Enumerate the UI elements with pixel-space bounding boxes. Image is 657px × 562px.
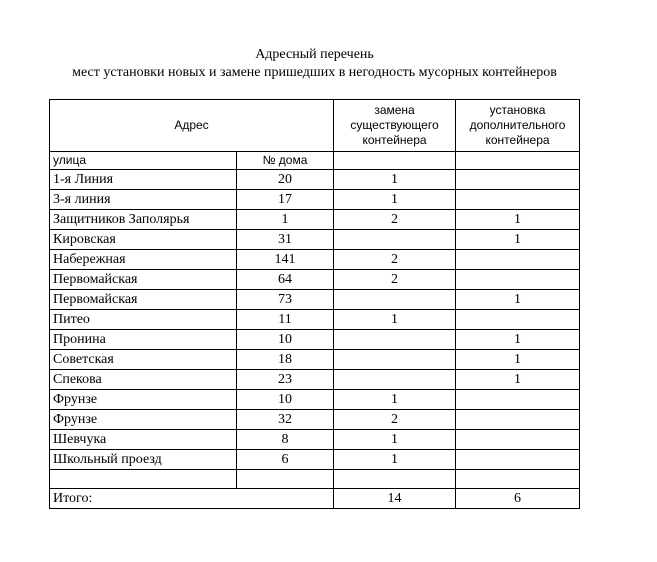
house-number-cell: 64 xyxy=(237,270,334,290)
table-row xyxy=(50,370,580,390)
replacement-count-cell: 2 xyxy=(334,410,456,430)
document-subtitle: мест установки новых и замене пришедших в негодность мусорных контейнеров xyxy=(72,65,557,80)
blank-cell xyxy=(237,470,334,489)
replacement-count-cell xyxy=(334,290,456,310)
table-row xyxy=(50,270,580,290)
table-row xyxy=(50,430,580,450)
installation-count-cell xyxy=(456,390,580,410)
replacement-count-cell: 2 xyxy=(334,250,456,270)
table-body xyxy=(50,170,580,470)
installation-count-cell: 1 xyxy=(456,290,580,310)
house-number-cell: 141 xyxy=(237,250,334,270)
house-number-cell: 73 xyxy=(237,290,334,310)
header-row xyxy=(50,100,580,152)
installation-header: установка дополнительного контейнера xyxy=(456,100,580,152)
street-cell: Школьный проезд xyxy=(50,450,237,470)
blank-cell xyxy=(456,470,580,489)
house-number-cell: 6 xyxy=(237,450,334,470)
address-header: Адрес xyxy=(50,100,334,152)
blank-cell xyxy=(50,470,237,489)
installation-count-cell xyxy=(456,190,580,210)
street-cell: Кировская xyxy=(50,230,237,250)
table-row xyxy=(50,250,580,270)
replacement-count-cell xyxy=(334,370,456,390)
street-cell: Фрунзе xyxy=(50,410,237,430)
replacement-count-cell: 1 xyxy=(334,170,456,190)
replacement-count-cell: 2 xyxy=(334,270,456,290)
installation-count-cell: 1 xyxy=(456,210,580,230)
replacement-count-cell: 1 xyxy=(334,450,456,470)
replacement-count-cell: 1 xyxy=(334,190,456,210)
installation-count-cell: 1 xyxy=(456,350,580,370)
street-header: улица xyxy=(50,152,237,170)
house-number-cell: 17 xyxy=(237,190,334,210)
street-cell: 3-я линия xyxy=(50,190,237,210)
table-row xyxy=(50,210,580,230)
house-number-cell: 23 xyxy=(237,370,334,390)
subheader-empty-cell xyxy=(456,152,580,170)
street-cell: Спекова xyxy=(50,370,237,390)
table-row xyxy=(50,350,580,370)
house-number-cell: 20 xyxy=(237,170,334,190)
total-row xyxy=(50,489,580,509)
table-row xyxy=(50,290,580,310)
total-label: Итого: xyxy=(50,489,334,509)
table-row xyxy=(50,170,580,190)
house-number-header: № дома xyxy=(237,152,334,170)
street-cell: Шевчука xyxy=(50,430,237,450)
house-number-cell: 11 xyxy=(237,310,334,330)
installation-count-cell: 1 xyxy=(456,370,580,390)
table-row xyxy=(50,190,580,210)
subheader-empty-cell xyxy=(334,152,456,170)
table-row xyxy=(50,410,580,430)
replacement-count-cell: 1 xyxy=(334,430,456,450)
replacement-count-cell: 1 xyxy=(334,310,456,330)
replacement-count-cell: 1 xyxy=(334,390,456,410)
house-number-cell: 32 xyxy=(237,410,334,430)
table-row xyxy=(50,310,580,330)
street-cell: Питео xyxy=(50,310,237,330)
replacement-count-cell xyxy=(334,350,456,370)
table-row xyxy=(50,390,580,410)
house-number-cell: 10 xyxy=(237,330,334,350)
document-title: Адресный перечень xyxy=(255,47,374,62)
installation-count-cell xyxy=(456,430,580,450)
house-number-cell: 1 xyxy=(237,210,334,230)
street-cell: Первомайская xyxy=(50,290,237,310)
installation-count-cell: 1 xyxy=(456,230,580,250)
street-cell: Фрунзе xyxy=(50,390,237,410)
installation-count-cell xyxy=(456,270,580,290)
house-number-cell: 18 xyxy=(237,350,334,370)
house-number-cell: 8 xyxy=(237,430,334,450)
installation-count-cell xyxy=(456,170,580,190)
installation-count-cell xyxy=(456,410,580,430)
replacement-count-cell xyxy=(334,330,456,350)
house-number-cell: 10 xyxy=(237,390,334,410)
house-number-cell: 31 xyxy=(237,230,334,250)
address-table xyxy=(49,99,580,509)
blank-cell xyxy=(334,470,456,489)
subheader-row xyxy=(50,152,580,170)
street-cell: 1-я Линия xyxy=(50,170,237,190)
table-row xyxy=(50,330,580,350)
installation-count-cell xyxy=(456,250,580,270)
table-row xyxy=(50,230,580,250)
street-cell: Защитников Заполярья xyxy=(50,210,237,230)
table-row xyxy=(50,450,580,470)
replacement-count-cell: 2 xyxy=(334,210,456,230)
replacement-header: замена существующего контейнера xyxy=(334,100,456,152)
total-replacement: 14 xyxy=(334,489,456,509)
street-cell: Первомайская xyxy=(50,270,237,290)
blank-row xyxy=(50,470,580,489)
total-installation: 6 xyxy=(456,489,580,509)
street-cell: Набережная xyxy=(50,250,237,270)
replacement-count-cell xyxy=(334,230,456,250)
installation-count-cell: 1 xyxy=(456,330,580,350)
installation-count-cell xyxy=(456,450,580,470)
installation-count-cell xyxy=(456,310,580,330)
street-cell: Пронина xyxy=(50,330,237,350)
street-cell: Советская xyxy=(50,350,237,370)
